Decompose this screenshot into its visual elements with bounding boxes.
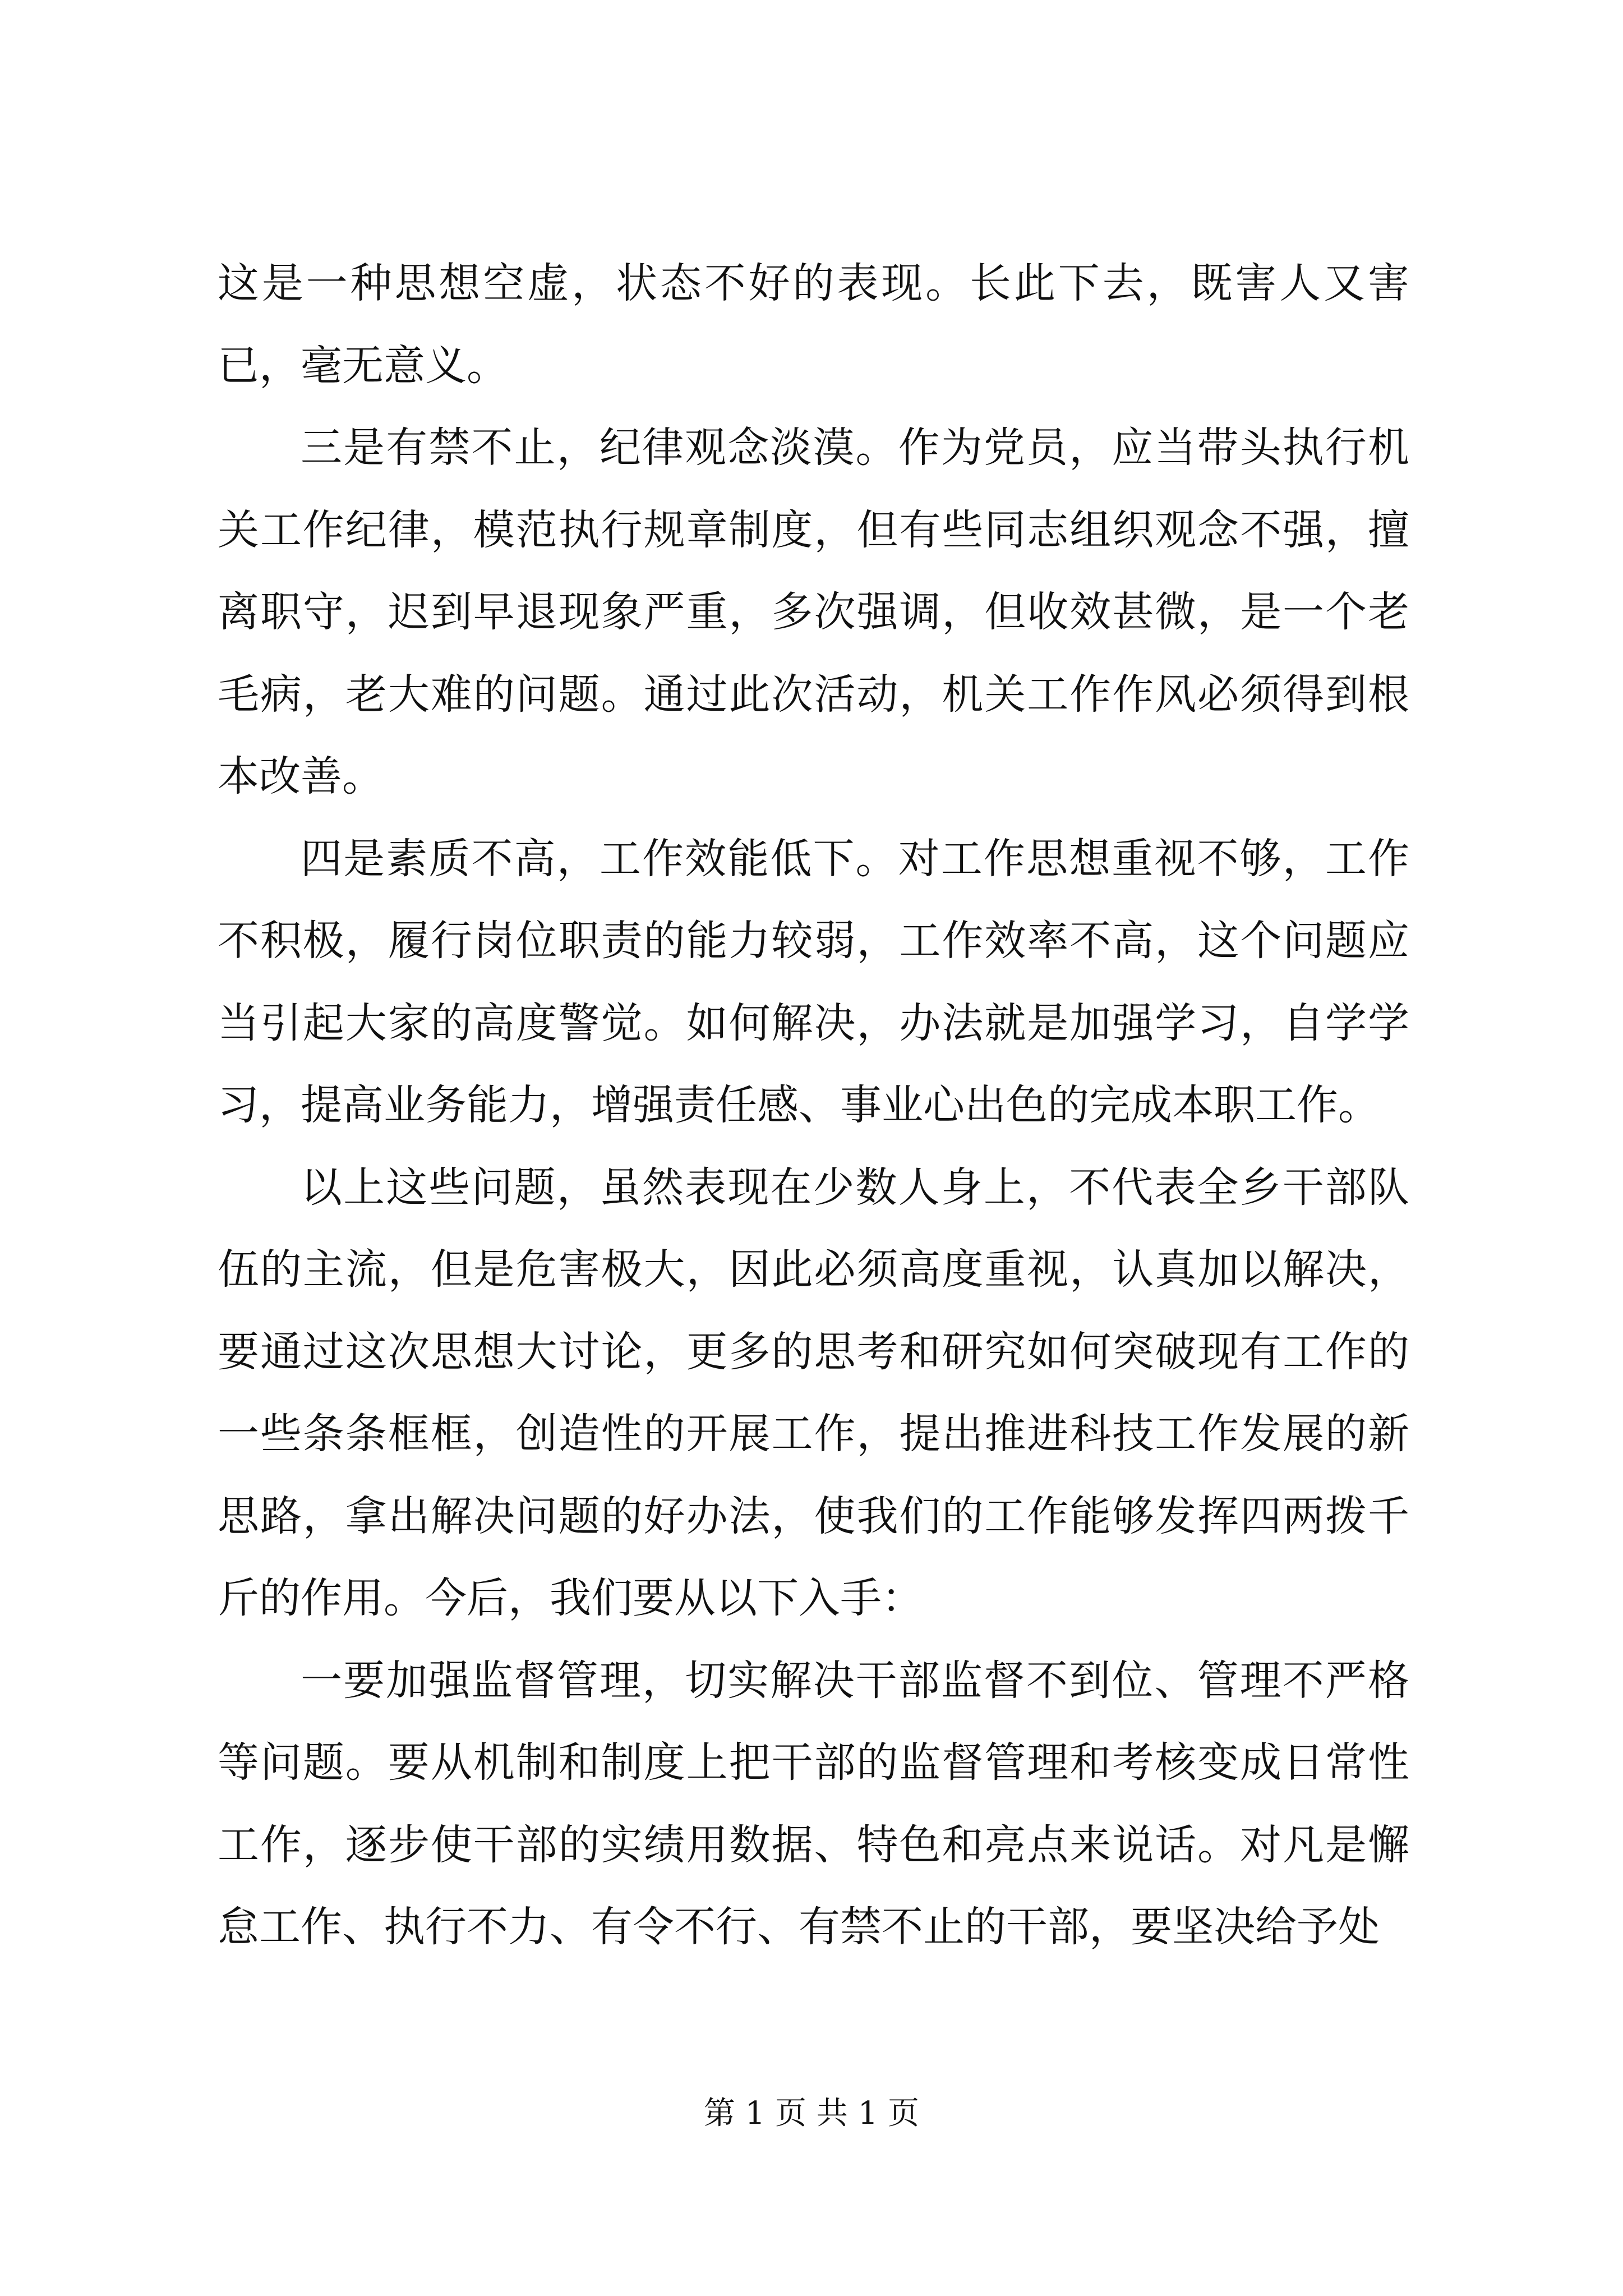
paragraph-3: 四是素质不高，工作效能低下。对工作思想重视不够，工作不积极，履行岗位职责的能力较弱，工作效率不高，这个问题应当引起大家的高度警觉。如何解决，办法就是加强学习，自学学习，提高业务能力，增强责任感、事业心出色的完成本职工作。: [218, 834, 1409, 1129]
paragraph-1: 这是一种思想空虚，状态不好的表现。长此下去，既害人又害已，毫无意义。: [218, 259, 1409, 390]
paragraph-5: 一要加强监督管理，切实解决干部监督不到位、管理不严格等问题。要从机制和制度上把干部的监督管理和考核变成日常性工作，逐步使干部的实绩用数据、特色和亮点来说话。对凡是懈怠工作、执行不力、有令不行、有禁不止的干部，要坚决给予处: [218, 1656, 1409, 1951]
paragraph-2: 三是有禁不止，纪律观念淡漠。作为党员，应当带头执行机关工作纪律，模范执行规章制度，但有些同志组织观念不强，擅离职守，迟到早退现象严重，多次强调，但收效甚微，是一个老毛病，老大难的问题。通过此次活动，机关工作作风必须得到根本改善。: [218, 424, 1409, 800]
document-body: [218, 242, 1409, 1968]
paragraph-4: 以上这些问题，虽然表现在少数人身上，不代表全乡干部队伍的主流，但是危害极大，因此必须高度重视，认真加以解决，要通过这次思想大讨论，更多的思考和研究如何突破现有工作的一些条条框框，创造性的开展工作，提出推进科技工作发展的新思路，拿出解决问题的好办法，使我们的工作能够发挥四两拨千斤的作用。今后，我们要从以下入手：: [218, 1163, 1409, 1622]
page-footer: 第 1 页 共 1 页: [703, 2095, 920, 2132]
